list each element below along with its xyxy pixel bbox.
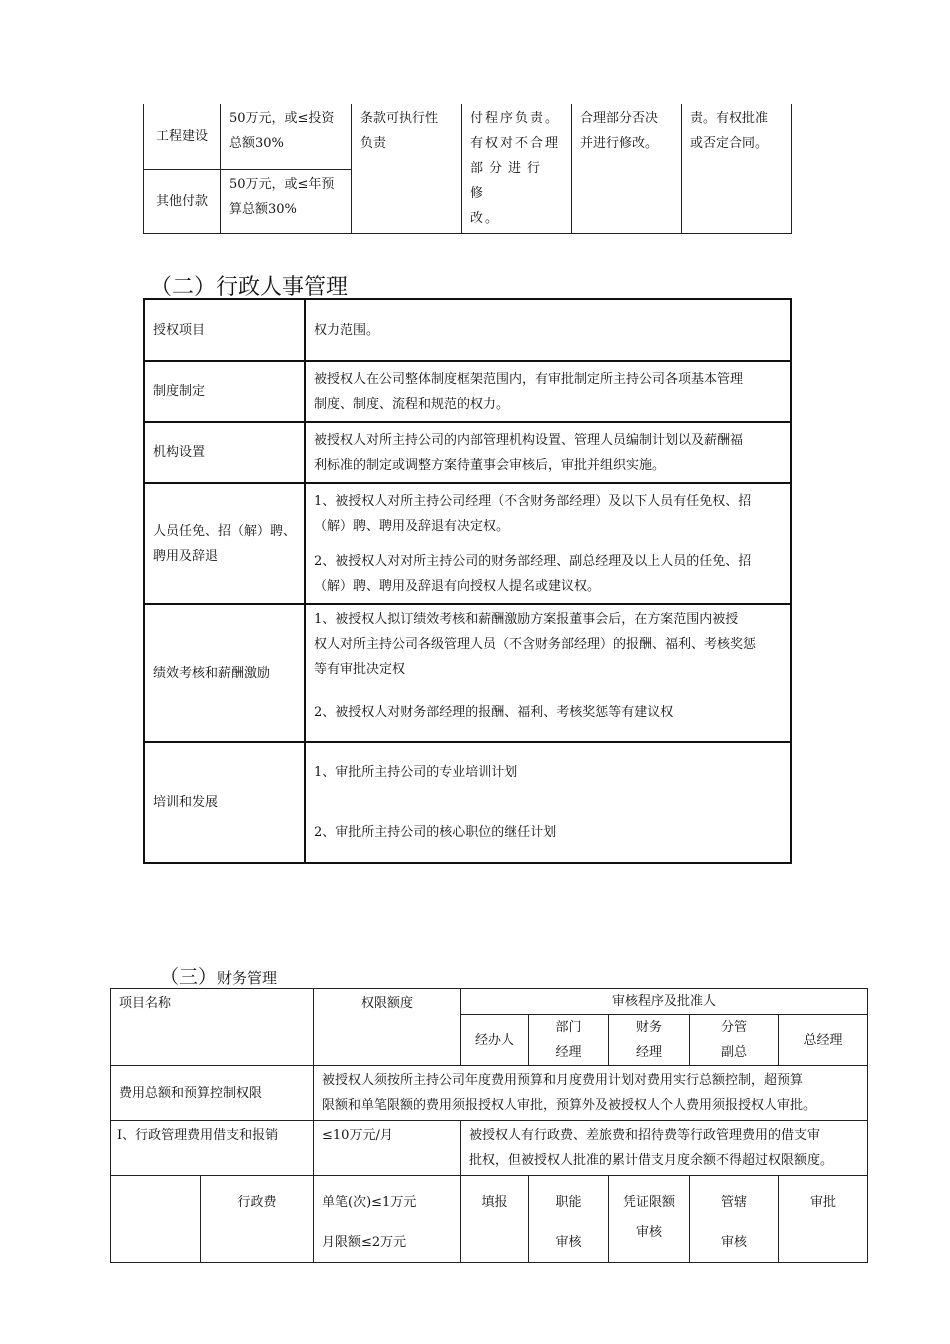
row-admin-text: 被授权人有行政费、差旅费和招待费等行政管理费用的借支审 批权，但被授权人批准的累计借支月度余额不得超过权限额度。 xyxy=(461,1121,868,1176)
row-exp-gm: 审批 xyxy=(779,1176,868,1263)
row-exp-fin: 凭证限额 审核 xyxy=(609,1176,690,1263)
other-payment-limit: 50万元，或≤年预 算总额30% xyxy=(221,169,352,233)
admin-hr-table xyxy=(143,298,792,864)
row-exp-dept: 职能 审核 xyxy=(529,1176,609,1263)
sub-dept-manager: 部门 经理 xyxy=(529,1015,609,1066)
row-label-org: 机构设置 xyxy=(144,422,305,483)
contract-approval-table-continued xyxy=(143,104,792,234)
sub-handler: 经办人 xyxy=(461,1015,529,1066)
col4-cell: 付程序负责。 有权对不合理 部分进行修 改。 xyxy=(462,104,572,234)
finance-table xyxy=(110,988,868,1263)
row-text-performance: 1、被授权人拟订绩效考核和薪酬激励方案报董事会后，在方案范围内被授 权人对所主持公司各级管理人员（不含财务部经理）的报酬、福利、考核奖惩 等有审批决定权 2、被授权人对财务部经理的报酬、福利、考核奖惩等有建议权 xyxy=(305,604,791,742)
row-text-org: 被授权人对所主持公司的内部管理机构设置、管理人员编制计划以及薪酬福 利标准的制定或调整方案待董事会审核后，审批并组织实施。 xyxy=(305,422,791,483)
engineering-limit: 50万元，或≤投资 总额30% xyxy=(221,104,352,169)
row-exp-blank xyxy=(111,1176,201,1263)
row-label-personnel: 人员任免、招（解）聘、 聘用及辞退 xyxy=(144,483,305,604)
row-text-policy: 被授权人在公司整体制度框架范围内，有审批制定所主持公司各项基本管理 制度、制度、流程和规范的权力。 xyxy=(305,361,791,422)
row-exp-vp: 管辖 审核 xyxy=(690,1176,779,1263)
row-label-training: 培训和发展 xyxy=(144,742,305,863)
row-exp-limit: 单笔(次)≤1万元 月限额≤2万元 xyxy=(314,1176,461,1263)
row-label-policy: 制度制定 xyxy=(144,361,305,422)
col-limit-header: 权限额度 xyxy=(314,989,461,1066)
row-exp-handler: 填报 xyxy=(461,1176,529,1263)
sub-finance-manager: 财务 经理 xyxy=(609,1015,690,1066)
col6-cell: 责。有权批准 或否定合同。 xyxy=(682,104,792,234)
col-review-header: 审核程序及批准人 xyxy=(461,989,868,1015)
col-item-header: 项目名称 xyxy=(111,989,314,1066)
section-title-finance: （三）财务管理 xyxy=(160,966,278,988)
row-exp-label: 行政费 xyxy=(201,1176,314,1263)
header-scope: 权力范围。 xyxy=(305,299,791,361)
row-budget-label: 费用总额和预算控制权限 xyxy=(111,1066,314,1121)
row-text-training: 1、审批所主持公司的专业培训计划 2、审批所主持公司的核心职位的继任计划 xyxy=(305,742,791,863)
row-budget-text: 被授权人须按所主持公司年度费用预算和月度费用计划对费用实行总额控制，超预算 限额和单笔限额的费用须报授权人审批，预算外及被授权人个人费用须报授权人审批。 xyxy=(314,1066,868,1121)
col3-cell: 条款可执行性 负责 xyxy=(352,104,462,234)
engineering-label: 工程建设 xyxy=(144,104,221,169)
header-item: 授权项目 xyxy=(144,299,305,361)
row-label-performance: 绩效考核和薪酬激励 xyxy=(144,604,305,742)
sub-vp: 分管 副总 xyxy=(690,1015,779,1066)
row-admin-limit: ≤10万元/月 xyxy=(314,1121,461,1176)
other-payment-label: 其他付款 xyxy=(144,169,221,233)
sub-gm: 总经理 xyxy=(779,1015,868,1066)
col5-cell: 合理部分否决 并进行修改。 xyxy=(572,104,682,234)
row-text-personnel: 1、被授权人对所主持公司经理（不含财务部经理）及以下人员有任免权、招 （解）聘、聘用及辞退有决定权。 2、被授权人对对所主持公司的财务部经理、副总经理及以上人员的任免、招 （解）聘、聘用及辞退有向授权人提名或建议权。 xyxy=(305,483,791,604)
row-admin-label: Ⅰ、行政管理费用借支和报销 xyxy=(111,1121,314,1176)
section-title-admin-hr: （二）行政人事管理 xyxy=(150,275,349,300)
